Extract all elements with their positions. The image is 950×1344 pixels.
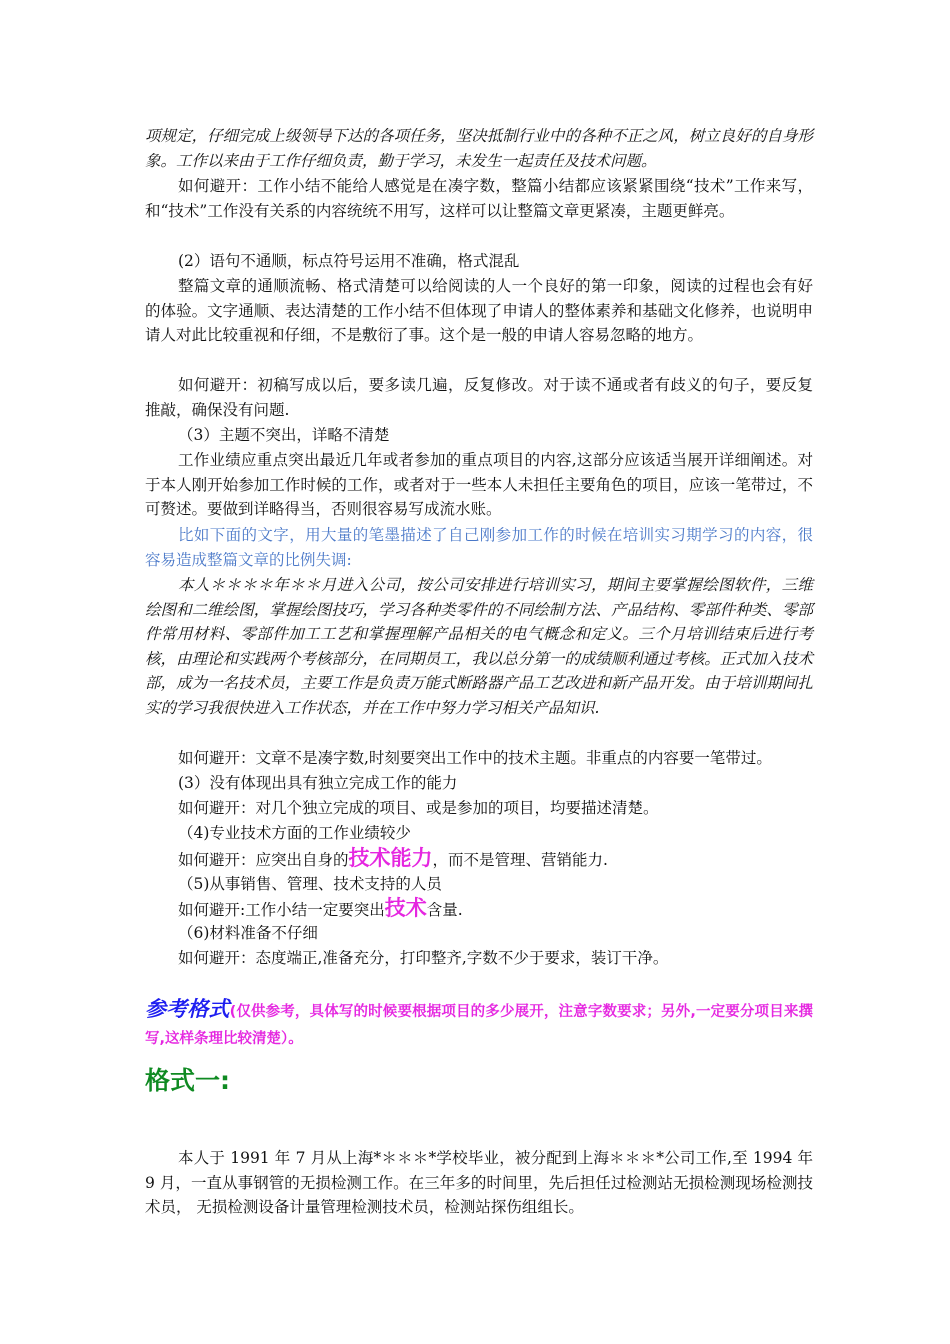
text-pre: 如何避开:工作小结一定要突出	[178, 901, 385, 919]
reference-format-title: 参考格式	[145, 997, 230, 1021]
subheading-4: （4)专业技术方面的工作业绩较少	[178, 824, 411, 842]
reference-format-note	[145, 996, 813, 1052]
paragraph-avoid-3: 如何避开：文章不是凑字数,时刻要突出工作中的技术主题。非重点的内容要一笔带过。	[178, 749, 772, 767]
subheading-2: (2）语句不通顺，标点符号运用不准确，格式混乱	[178, 252, 520, 270]
paragraph-example-intro: 比如下面的文字，用大量的笔墨描述了自己刚参加工作的时候在培训实习期学习的内容，很容易造成整篇文章的比例失调:	[145, 526, 813, 569]
format-one-heading: 格式一:	[145, 1066, 230, 1095]
subheading-3b: (3）没有体现出具有独立完成工作的能力	[178, 774, 458, 792]
subheading-6: （6)材料准备不仔细	[178, 924, 318, 942]
paragraph-focus: 工作业绩应重点突出最近几年或者参加的重点项目的内容,这部分应该适当展开详细阐述。对于本人刚开始参加工作时候的工作，或者对于一些本人未担任主要角色的项目，应该一笔带过，不可赘述。要做到详略得当，否则很容易写成流水账。	[145, 451, 813, 518]
subheading-3: （3）主题不突出，详略不清楚	[178, 426, 390, 444]
subheading-5: （5)从事销售、管理、技术支持的人员	[178, 875, 442, 893]
paragraph-fluency: 整篇文章的通顺流畅、格式清楚可以给阅读的人一个良好的第一印象，阅读的过程也会有好的体验。文字通顺、表达清楚的工作小结不但体现了申请人的整体素养和基础文化修养，也说明申请人对此比较重视和仔细，不是敷衍了事。这个是一般的申请人容易忽略的地方。	[145, 277, 813, 344]
paragraph-intro-continued: 项规定，仔细完成上级领导下达的各项任务，坚决抵制行业中的各种不正之风，树立良好的自身形象。工作以来由于工作仔细负责，勤于学习，未发生一起责任及技术问题。	[145, 127, 813, 170]
paragraph-avoid-7: 如何避开：态度端正,准备充分，打印整齐,字数不少于要求，装订干净。	[178, 949, 669, 967]
paragraph-avoid-2: 如何避开：初稿写成以后，要多读几遍，反复修改。对于读不通或者有歧义的句子，要反复推敲，确保没有问题.	[145, 376, 813, 419]
paragraph-avoid-5	[145, 846, 813, 873]
paragraph-format-one-body: 本人于 1991 年 7 月从上海*＊＊＊*学校毕业，被分配到上海＊＊＊*公司工作,至 1994 年 9 月，一直从事钢管的无损检测工作。在三年多的时间里，先后担任过检测站无损检测现场检测技术员， 无损检测设备计量管理检测技术员，检测站探伤组组长。	[145, 1149, 813, 1216]
text-pre: 如何避开：应突出自身的	[178, 851, 349, 869]
paragraph-avoid-4: 如何避开：对几个独立完成的项目、或是参加的项目，均要描述清楚。	[178, 799, 659, 817]
text-post: ，而不是管理、营销能力.	[432, 851, 608, 869]
text-post: 含量.	[426, 901, 463, 919]
reference-format-description: (仅供参考，具体写的时候要根据项目的多少展开，注意字数要求；另外,一定要分项目来撰写,这样条理比较清楚）。	[145, 1004, 813, 1047]
highlight-tech: 技术	[384, 896, 427, 920]
highlight-tech-ability: 技术能力	[348, 846, 433, 870]
paragraph-avoid-1: 如何避开：工作小结不能给人感觉是在凑字数，整篇小结都应该紧紧围绕“技术”工作来写，和“技术”工作没有关系的内容统统不用写，这样可以让整篇文章更紧凑，主题更鲜亮。	[145, 177, 813, 220]
paragraph-example-quote: 本人＊＊＊＊年＊＊月进入公司，按公司安排进行培训实习，期间主要掌握绘图软件，三维绘图和二维绘图，掌握绘图技巧，学习各种类零件的不同绘制方法、产品结构、零部件种类、零部件常用材料、零部件加工工艺和掌握理解产品相关的电气概念和定义。三个月培训结束后进行考核，由理论和实践两个考核部分，在同期员工，我以总分第一的成绩顺利通过考核。正式加入技术部，成为一名技术员，主要工作是负责万能式断路器产品工艺改进和新产品开发。由于培训期间扎实的学习我很快进入工作状态，并在工作中努力学习相关产品知识.	[145, 576, 813, 717]
paragraph-avoid-6	[145, 896, 813, 923]
